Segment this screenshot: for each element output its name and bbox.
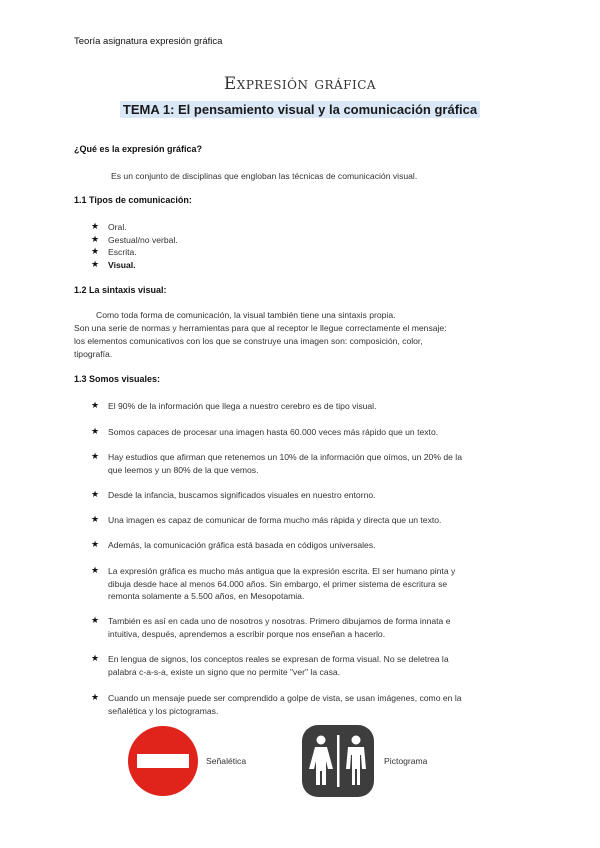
list-item <box>91 615 540 640</box>
star-bullet-icon: ★ <box>91 451 100 461</box>
document-subtitle: TEMA 1: El pensamiento visual y la comunicación gráfica <box>120 101 480 118</box>
intro-question: ¿Qué es la expresión gráfica? <box>74 144 203 154</box>
list-item-line: remonta solamente a 5.500 años, en Mesopotamia. <box>108 591 305 601</box>
list-item: ★ Oral. <box>91 221 127 232</box>
star-bullet-icon: ★ <box>91 221 100 231</box>
list-item <box>91 653 540 678</box>
communication-types-list <box>91 221 178 271</box>
star-bullet-icon: ★ <box>91 426 100 436</box>
list-item-line: Hay estudios que afirman que retenemos un 10% de la información que oímos, un 20% de la <box>108 452 462 462</box>
list-item-line: Una imagen es capaz de comunicar de forma mucho más rápida y directa que un texto. <box>108 515 442 525</box>
list-item-line: También es así en cada uno de nosotros y nosotras. Primero dibujamos de forma innata e <box>108 616 451 626</box>
syntax-line-2: Son una serie de normas y herramientas para que al receptor le llegue correctamente el mensaje: <box>74 323 447 333</box>
star-bullet-icon: ★ <box>91 539 100 549</box>
star-bullet-icon: ★ <box>91 692 100 702</box>
list-item <box>91 539 540 552</box>
list-item <box>91 400 540 413</box>
list-item-line: palabra c-a-s-a, existe un signo que no permite "ver" la casa. <box>108 666 341 677</box>
list-item-line: que leemos y un 80% de la que vemos. <box>108 464 259 475</box>
list-item <box>91 489 540 502</box>
list-item <box>91 692 540 717</box>
list-item-line: Además, la comunicación gráfica está basada en códigos universales. <box>108 540 376 550</box>
list-item <box>91 565 540 603</box>
document-title: Expresión gráfica <box>223 74 377 94</box>
sign-bar <box>137 754 189 768</box>
subtitle-wrap <box>0 101 600 119</box>
list-item-line: En lengua de signos, los conceptos reales se expresan de forma visual. No se deletrea la <box>108 654 449 664</box>
list-item <box>91 426 540 439</box>
star-bullet-icon: ★ <box>91 489 100 499</box>
list-item <box>91 451 540 476</box>
list-item-line: Cuando un mensaje puede ser comprendido a golpe de vista, se usan imágenes, como en la <box>108 693 462 703</box>
pictogram-label: Pictograma <box>384 756 428 766</box>
star-bullet-icon: ★ <box>91 233 100 244</box>
no-entry-sign-icon <box>127 725 199 797</box>
star-bullet-icon: ★ <box>91 246 100 256</box>
list-item-line: intuitiva, después, aprendemos a escribir porque nos enseñan a hacerlo. <box>108 628 386 639</box>
section-1-3-heading: 1.3 Somos visuales: <box>74 374 161 384</box>
restroom-pictogram-icon <box>302 725 374 797</box>
section-1-2-heading: 1.2 La sintaxis visual: <box>74 285 167 295</box>
star-bullet-icon: ★ <box>91 400 100 410</box>
list-item-line: El 90% de la información que llega a nuestro cerebro es de tipo visual. <box>108 401 377 411</box>
star-bullet-icon: ★ <box>91 653 100 663</box>
syntax-line-4: tipografía. <box>74 349 113 359</box>
list-item-line: dibuja desde hace al menos 64.000 años. Sin embargo, el primer sistema de escritura se <box>108 578 448 589</box>
list-item: ★ Visual. <box>91 258 136 270</box>
star-bullet-icon: ★ <box>91 514 100 524</box>
list-item: ★ Gestual/no verbal. <box>91 233 178 245</box>
list-item: ★ Escrita. <box>91 246 137 257</box>
star-bullet-icon: ★ <box>91 258 100 269</box>
pictogram-divider <box>337 735 340 787</box>
list-item-line: La expresión gráfica es mucho más antigua que la expresión escrita. El ser humano pinta y <box>108 566 456 576</box>
star-bullet-icon: ★ <box>91 565 100 575</box>
intro-answer: Es un conjunto de disciplinas que engloban las técnicas de comunicación visual. <box>111 171 418 181</box>
section-1-1-heading: 1.1 Tipos de comunicación: <box>74 195 192 205</box>
syntax-line-3: los elementos comunicativos con los que se construye una imagen son: composición, color, <box>74 336 423 346</box>
signage-label: Señalética <box>206 756 247 766</box>
list-item-line: Somos capaces de procesar una imagen hasta 60.000 veces más rápido que un texto. <box>108 427 439 437</box>
list-item <box>91 514 540 527</box>
list-item-line: Desde la infancia, buscamos significados visuales en nuestro entorno. <box>108 490 376 500</box>
syntax-line-1: Como toda forma de comunicación, la visual también tiene una sintaxis propia. <box>96 310 396 320</box>
star-bullet-icon: ★ <box>91 615 100 625</box>
running-header: Teoría asignatura expresión gráfica <box>74 36 223 47</box>
list-item-line: señalética y los pictogramas. <box>108 705 219 716</box>
